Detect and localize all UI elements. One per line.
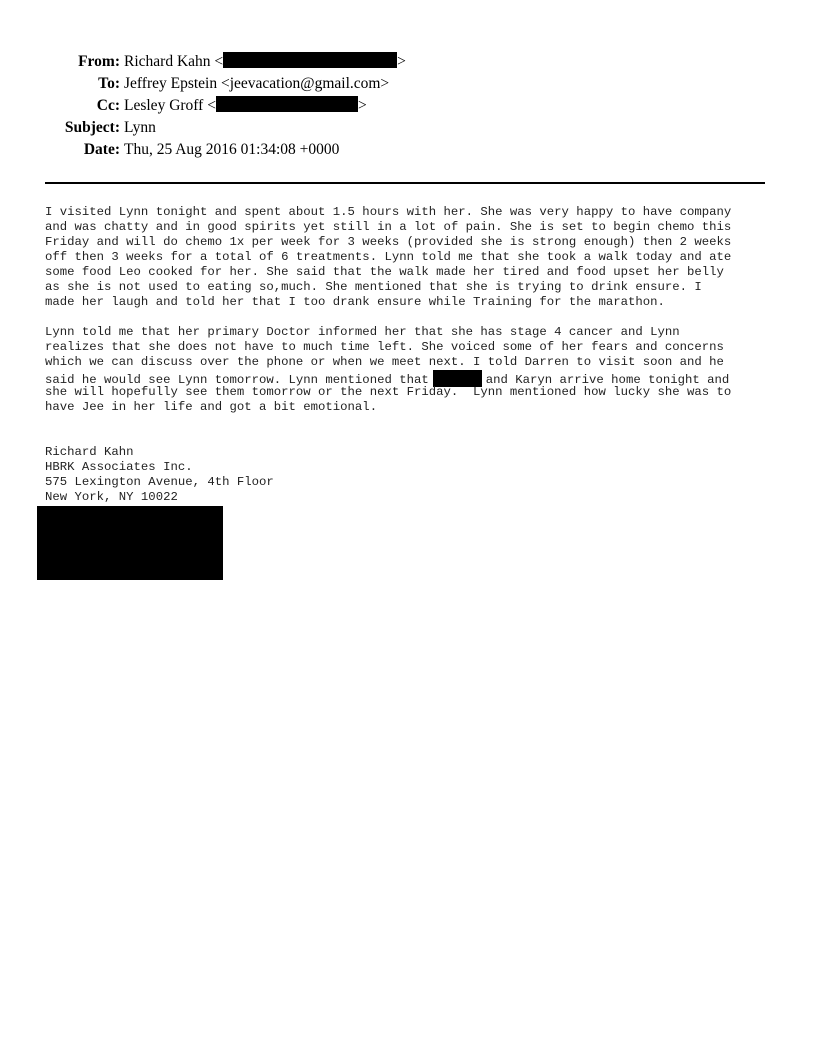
signature-address: 575 Lexington Avenue, 4th Floor — [45, 475, 274, 489]
body-line: made her laugh and told her that I too drank ensure while Training for the marathon. — [45, 295, 665, 309]
signature-block — [45, 445, 785, 505]
from-name: Richard Kahn < — [124, 53, 224, 70]
body-line: which we can discuss over the phone or when we meet next. I told Darren to visit soon and he — [45, 355, 724, 369]
from-close: > — [397, 53, 406, 70]
date-label: Date: — [83, 141, 120, 158]
paragraph-2 — [45, 325, 785, 415]
signature-city: New York, NY 10022 — [45, 490, 178, 504]
body-line: Lynn told me that her primary Doctor informed her that she has stage 4 cancer and Lynn — [45, 325, 680, 339]
subject-row — [0, 117, 816, 139]
to-row — [0, 73, 816, 95]
body-line: some food Leo cooked for her. She said that the walk made her tired and food upset her belly — [45, 265, 724, 279]
email-header — [0, 51, 816, 161]
body-line: Friday and will do chemo 1x per week for 3 weeks (provided she is strong enough) then 2 weeks — [45, 235, 732, 249]
email-body — [45, 205, 785, 505]
body-line-part: and Karyn arrive home tonight and — [485, 373, 730, 387]
cc-row — [0, 95, 816, 117]
to-label: To: — [98, 75, 120, 92]
body-line: have Jee in her life and got a bit emotional. — [45, 400, 378, 414]
cc-value — [124, 95, 367, 117]
body-line — [45, 370, 785, 385]
cc-label: Cc: — [96, 97, 120, 114]
subject-label: Subject: — [64, 119, 120, 136]
signature-name: Richard Kahn — [45, 445, 134, 459]
body-line-part: said he would see Lynn tomorrow. Lynn mentioned that — [45, 373, 429, 387]
body-line: and was chatty and in good spirits yet still in a lot of pain. She is set to begin chemo this — [45, 220, 732, 234]
redaction-box — [223, 52, 397, 68]
paragraph-1 — [45, 205, 785, 310]
redaction-box — [216, 96, 358, 112]
redaction-box — [37, 506, 223, 580]
cc-close: > — [357, 97, 367, 114]
to-value: Jeffrey Epstein <jeevacation@gmail.com> — [124, 75, 390, 92]
body-line: I visited Lynn tonight and spent about 1.5 hours with her. She was very happy to have company — [45, 205, 732, 219]
signature-company: HBRK Associates Inc. — [45, 460, 193, 474]
body-line: as she is not used to eating so,much. She mentioned that she is trying to drink ensure. I — [45, 280, 702, 294]
date-row — [0, 139, 816, 161]
cc-name: Lesley Groff < — [124, 97, 216, 114]
from-row — [0, 51, 816, 73]
body-line: off then 3 weeks for a total of 6 treatments. Lynn told me that she took a walk today and ate — [45, 250, 732, 264]
body-line: she will hopefully see them tomorrow or the next Friday. Lynn mentioned how lucky she was to — [45, 385, 732, 399]
from-label: From: — [78, 53, 120, 70]
header-divider — [45, 182, 765, 184]
body-line: realizes that she does not have to much time left. She voiced some of her fears and concerns — [45, 340, 724, 354]
date-value: Thu, 25 Aug 2016 01:34:08 +0000 — [124, 141, 340, 158]
subject-value: Lynn — [124, 119, 156, 136]
from-value — [124, 51, 406, 73]
